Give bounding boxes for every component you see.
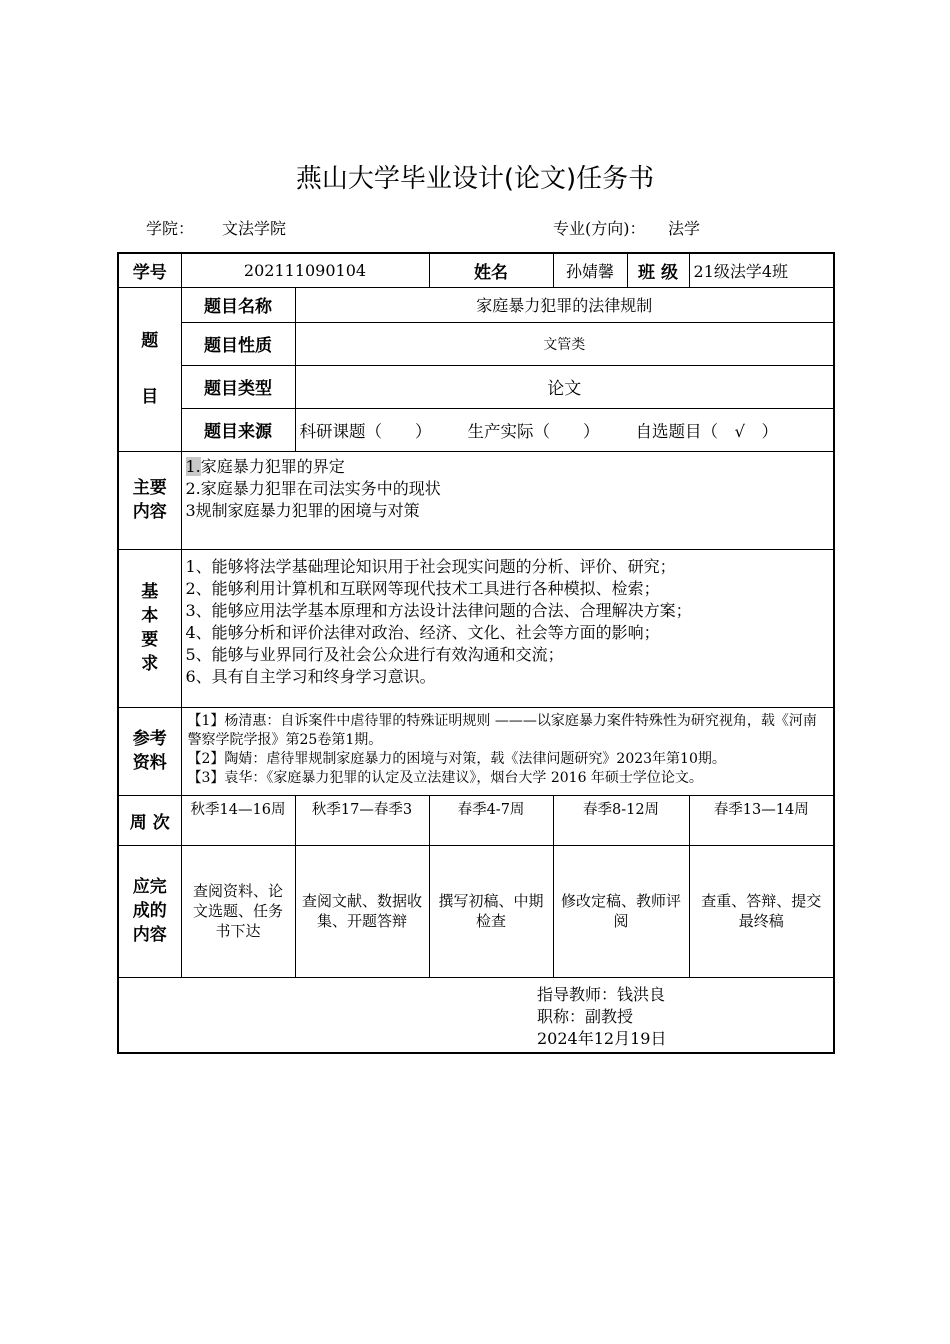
major-value: 法学 <box>668 219 701 238</box>
requirements-section-label: 基 本 要 求 <box>118 549 181 707</box>
week-2: 秋季17—春季3 <box>295 795 429 845</box>
week-4: 春季8-12周 <box>553 795 689 845</box>
content-item-1: 1.家庭暴力犯罪的界定 <box>185 456 345 476</box>
requirements-list <box>181 549 834 707</box>
requirement-item: 2、能够利用计算机和互联网等现代技术工具进行各种模拟、检索； <box>185 578 660 598</box>
advisor-title: 职称：副教授 <box>537 1006 634 1026</box>
main-content-list <box>181 451 834 549</box>
topic-name-label: 题目名称 <box>181 287 295 322</box>
topic-type: 论文 <box>295 365 834 408</box>
week-5: 春季13—14周 <box>689 795 834 845</box>
content-section-label: 主要 内容 <box>118 451 181 549</box>
week-1: 秋季14—16周 <box>181 795 295 845</box>
signature-block <box>118 977 834 1053</box>
task-form-table <box>117 252 835 1054</box>
requirement-item: 6、具有自主学习和终身学习意识。 <box>185 666 436 686</box>
page-title: 燕山大学毕业设计(论文)任务书 <box>295 164 655 194</box>
signature-date: 2024年12月19日 <box>537 1028 667 1048</box>
task-section-label: 应完 成的 内容 <box>118 845 181 977</box>
requirement-item: 4、能够分析和评价法律对政治、经济、文化、社会等方面的影响； <box>185 622 660 642</box>
task-2: 查阅文献、数据收集、开题答辩 <box>295 845 429 977</box>
reference-item: 【1】杨清惠：自诉案件中虐待罪的特殊证明规则 ———以家庭暴力案件特殊性为研究视角，载《河南警察学院学报》第25卷第1期。 <box>187 712 817 748</box>
student-row <box>118 253 834 287</box>
requirement-item: 5、能够与业界同行及社会公众进行有效沟通和交流； <box>185 644 564 664</box>
topic-source-label: 题目来源 <box>181 408 295 451</box>
college-label: 学院： <box>146 219 195 238</box>
requirement-item: 1、能够将法学基础理论知识用于社会现实问题的分析、评价、研究； <box>185 556 676 576</box>
reference-item: 【2】陶婧：虐待罪规制家庭暴力的困境与对策，载《法律问题研究》2023年第10期。 <box>187 750 726 767</box>
student-id: 202111090104 <box>181 253 429 287</box>
task-1: 查阅资料、论文选题、任务书下达 <box>181 845 295 977</box>
references-section-label: 参考 资料 <box>118 707 181 795</box>
topic-type-label: 题目类型 <box>181 365 295 408</box>
task-5: 查重、答辩、提交最终稿 <box>689 845 834 977</box>
week-label: 周 次 <box>118 795 181 845</box>
topic-source <box>295 408 834 451</box>
class-label: 班 级 <box>627 253 689 287</box>
topic-nature: 文管类 <box>295 322 834 365</box>
references-list <box>181 707 834 795</box>
content-item-2: 2.家庭暴力犯罪在司法实务中的现状 <box>185 478 441 498</box>
topic-nature-label: 题目性质 <box>181 322 295 365</box>
content-item-3: 3规制家庭暴力犯罪的困境与对策 <box>185 500 420 520</box>
source-self: 自选题目（ √ ） <box>635 421 779 441</box>
student-name: 孙婧馨 <box>553 253 627 287</box>
requirement-item: 3、能够应用法学基本原理和方法设计法律问题的合法、合理解决方案； <box>185 600 692 620</box>
major-label: 专业(方向)： <box>553 219 646 238</box>
week-3: 春季4-7周 <box>429 795 553 845</box>
name-label: 姓名 <box>429 253 553 287</box>
topic-section-label: 题 目 <box>118 287 181 451</box>
source-practice: 生产实际（ ） <box>467 421 600 441</box>
task-4: 修改定稿、教师评阅 <box>553 845 689 977</box>
task-3: 撰写初稿、中期检查 <box>429 845 553 977</box>
class-value: 21级法学4班 <box>689 253 834 287</box>
reference-item: 【3】袁华：《家庭暴力犯罪的认定及立法建议》，烟台大学 2016 年硕士学位论文。 <box>187 769 703 786</box>
topic-name: 家庭暴力犯罪的法律规制 <box>295 287 834 322</box>
advisor-name: 指导教师：钱洪良 <box>537 984 666 1004</box>
student-id-label: 学号 <box>118 253 181 287</box>
source-research: 科研课题（ ） <box>299 421 432 441</box>
college-value: 文法学院 <box>222 219 287 238</box>
